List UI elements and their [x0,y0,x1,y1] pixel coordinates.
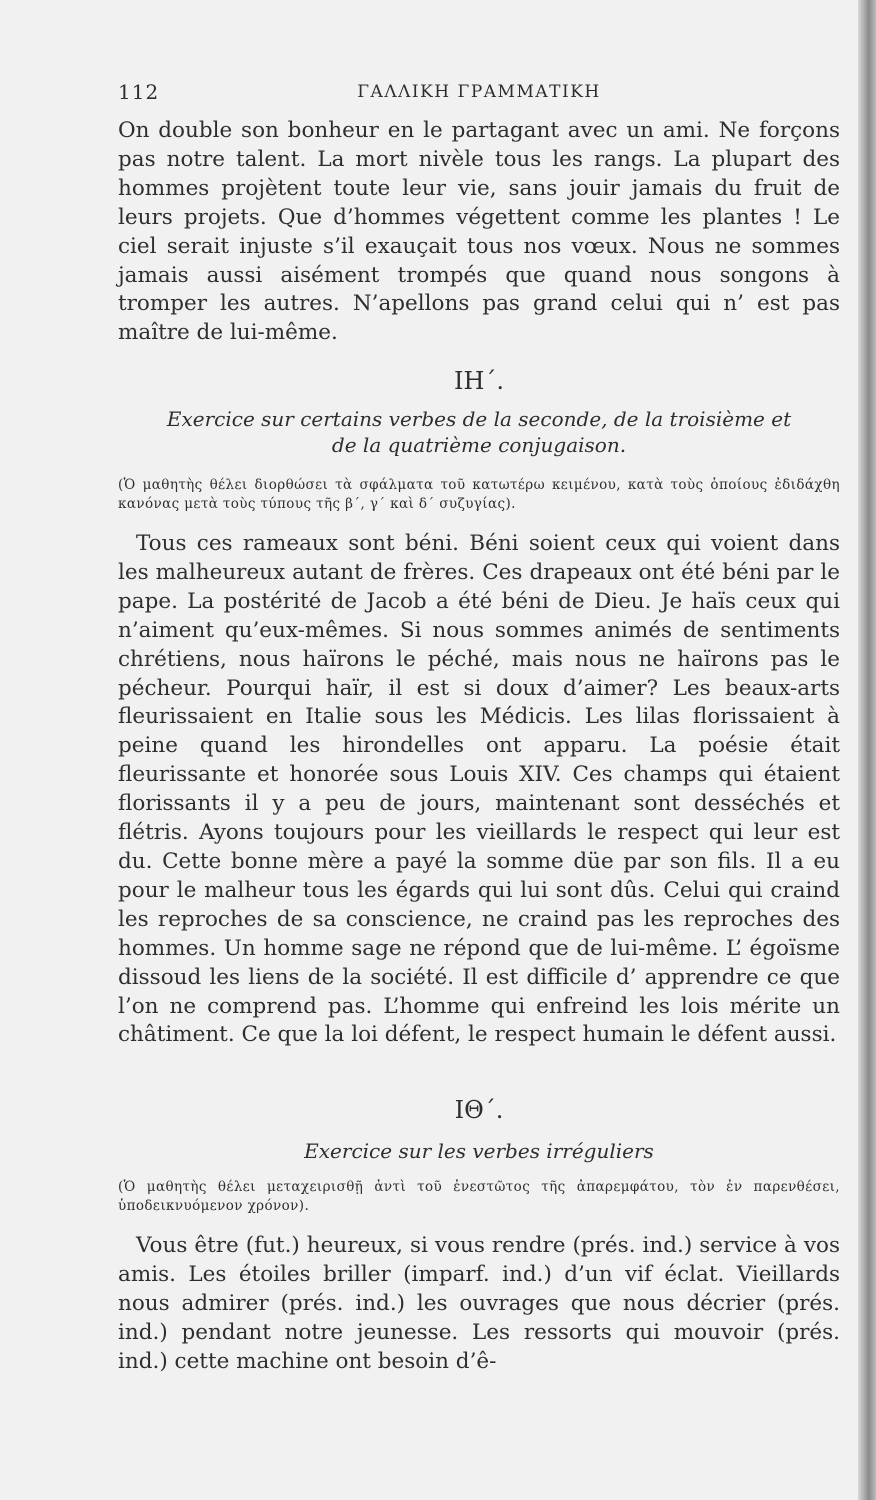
exercise-title-18: Exercice sur certains verbes de la seconde, de la troisième et de la quatrième conjugaison. [166,407,792,457]
page-binding-edge [858,0,876,1500]
instruction-18: (Ὁ μαθητὴς θέλει διορθώσει τὰ σφάλματα τοῦ κατωτέρω κειμένου, κατὰ τοὺς ὁποίους ἐδιδάχθη κανόνας μετὰ τοὺς τύπους τῆς β΄, γ΄ καὶ δ΄ συζυγίας). [118,477,840,512]
page-header [118,80,840,110]
exercise-text-19: Vous être (fut.) heureux, si vous rendre (prés. ind.) service à vos amis. Les étoiles briller (imparf. ind.) d’un vif éclat. Vieillards nous admirer (prés. ind.) les ouvrages que nous décrier (prés. ind.) pendant notre jeunesse. Les ressorts qui mouvoir (prés. ind.) cette machine ont besoin d’ê- [118,1233,840,1374]
exercise-text-18: Tous ces rameaux sont béni. Béni soient ceux qui voient dans les malheureux autant de frères. Ces drapeaux ont été béni par le pape. La postérité de Jacob a été béni de Dieu. Je haïs ceux qui n’aiment qu’eux-mêmes. Si nous sommes animés de sentiments chrétiens, nous haïrons le péché, mais nous ne haïrons pas le pécheur. Pourqui haïr, il est si doux d’aimer? Les beaux-arts fleurissaient en Italie sous les Médicis. Les lilas florissaient à peine quand les hirondelles ont apparu. La poésie était fleurissante et honorée sous Louis XIV. Ces champs qui étaient florissants il y a peu de jours, maintenant sont desséchés et flétris. Ayons toujours pour les vieillards le respect qui leur est du. Cette bonne mère a payé la somme düe par son fils. Il a eu pour le malheur tous les égards qui lui sont dûs. Celui qui craind les reproches de sa conscience, ne craind pas les reproches des hommes. Un homme sage ne répond que de lui-même. L’ égoïsme dissoud les liens de la société. Il est difficile d’ apprendre ce que l’on ne comprend pas. L’homme qui enfreind les lois mérite un châtiment. Ce que la loi défent, le respect humain le défent aussi. [118,531,840,1048]
page-number: 112 [118,80,160,104]
section-number-18: ΙΗ΄. [453,367,505,395]
instruction-19: (Ὁ μαθητὴς θέλει μεταχειρισθῇ ἀντὶ τοῦ ἐνεστῶτος τῆς ἀπαρεμφάτου, τὸν ἐν παρενθέσει, ὑποδεικνυόμενον χρόνον). [118,1179,840,1214]
running-title: ΓΑΛΛΙΚΗ ΓΡΑΜΜΑΤΙΚΗ [357,82,601,102]
exercise-title-19: Exercice sur les verbes irréguliers [304,1139,654,1163]
paragraph-sentences: On double son bonheur en le partagant avec un ami. Ne forçons pas notre talent. La mort nivèle tous les rangs. La plupart des hommes projètent toute leur vie, sans jouir jamais du fruit de leurs projets. Que d’hommes végettent comme les plantes ! Le ciel serait injuste s’il exauçait tous nos vœux. Nous ne sommes jamais aussi aisément trompés que quand nous songons à tromper les autres. N’apellons pas grand celui qui n’ est pas maître de lui-même. [118,118,840,346]
section-number-19: ΙΘ΄. [454,1096,504,1124]
